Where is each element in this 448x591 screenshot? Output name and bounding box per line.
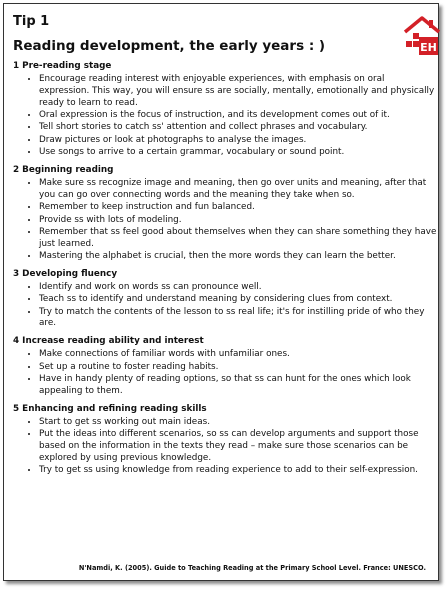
bullet-list xyxy=(13,282,437,330)
section-developing-fluency xyxy=(13,269,437,330)
section-heading: 2 Beginning reading xyxy=(13,164,114,175)
list-item: • Make connections of familiar words with unfamiliar ones. xyxy=(39,349,437,361)
eh-logo xyxy=(403,15,441,59)
section-heading: 1 Pre-reading stage xyxy=(13,61,112,71)
list-item: • Identify and work on words ss can pronounce well. xyxy=(39,282,437,294)
page-title: Reading development, the early years : ) xyxy=(13,38,326,54)
list-item: • Try to get ss using knowledge from reading experience to add to their self-expression. xyxy=(39,465,437,477)
section-heading: 5 Enhancing and refining reading skills xyxy=(13,403,207,414)
section-beginning-reading xyxy=(13,165,437,263)
list-item: • Teach ss to identify and understand meaning by considering clues from context. xyxy=(39,294,437,306)
list-item: • Try to match the contents of the lesson to ss real life; it's for instilling pride of who they are. xyxy=(39,307,437,331)
citation: N'Namdi, K. (2005). Guide to Teaching Reading at the Primary School Level. France: UNESCO. xyxy=(78,564,426,572)
bullet-list xyxy=(13,417,437,477)
list-item: • Have in handy plenty of reading options, so that ss can hunt for the ones which look appealing to them. xyxy=(39,374,437,398)
list-item: • Encourage reading interest with enjoyable experiences, with emphasis on oral expression. This way, you will ensure ss are socially, mentally, emotionally and physically ready to learn to read. xyxy=(39,74,437,109)
section-enhancing-skills xyxy=(13,404,437,477)
bullet-list xyxy=(13,74,437,159)
tip-label: Tip 1 xyxy=(13,14,50,29)
logo-text: EH xyxy=(420,41,437,54)
list-item: • Draw pictures or look at photographs to analyse the images. xyxy=(39,135,437,147)
bullet-list xyxy=(13,349,437,397)
sections-container xyxy=(13,61,437,483)
list-item: • Mastering the alphabet is crucial, then the more words they can learn the better. xyxy=(39,251,437,263)
list-item: • Make sure ss recognize image and meaning, then go over units and meaning, after that you can go over connecting words and the meaning they take when so. xyxy=(39,178,437,202)
section-heading: 3 Developing fluency xyxy=(13,268,118,279)
list-item: • Tell short stories to catch ss' attention and collect phrases and vocabulary. xyxy=(39,122,437,134)
list-item: • Remember that ss feel good about themselves when they can share something they have just learned. xyxy=(39,227,437,251)
section-pre-reading xyxy=(13,61,437,159)
section-heading: 4 Increase reading ability and interest xyxy=(13,336,204,347)
section-increase-reading xyxy=(13,336,437,397)
list-item: • Remember to keep instruction and fun balanced. xyxy=(39,202,437,214)
list-item: • Set up a routine to foster reading habits. xyxy=(39,362,437,374)
tip-card xyxy=(3,3,439,581)
bullet-list xyxy=(13,178,437,263)
list-item: • Provide ss with lots of modeling. xyxy=(39,215,437,227)
list-item: • Start to get ss working out main ideas. xyxy=(39,417,437,429)
list-item: • Put the ideas into different scenarios, so ss can develop arguments and support those based on the information in the texts they read – make sure those scenarios can be explored by using previous knowledge. xyxy=(39,429,437,464)
list-item: • Use songs to arrive to a certain grammar, vocabulary or sound point. xyxy=(39,147,437,159)
list-item: • Oral expression is the focus of instruction, and its development comes out of it. xyxy=(39,110,437,122)
